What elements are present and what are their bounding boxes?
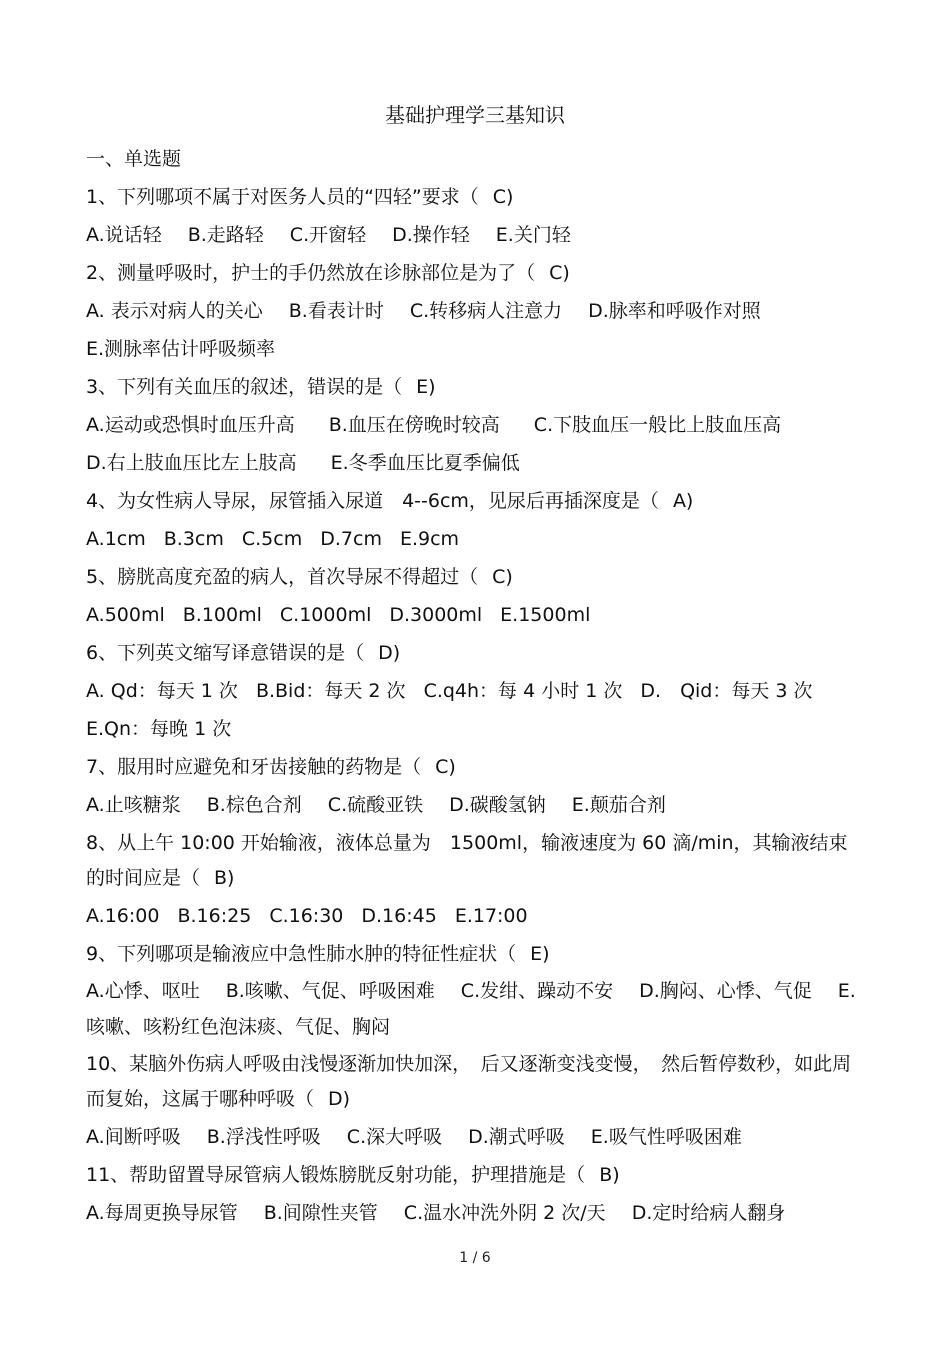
- question-10: [86, 1045, 866, 1118]
- option: D.定时给病人翻身: [631, 1202, 786, 1224]
- options-2-cont: [86, 330, 866, 368]
- question-answer: C): [435, 756, 456, 778]
- option: D.操作轻: [392, 224, 470, 246]
- option: C.5cm: [241, 528, 303, 550]
- question-text: 9、下列哪项是输液应中急性肺水肿的特征性症状（: [86, 943, 517, 965]
- question-6: [86, 634, 866, 672]
- options-11: [86, 1194, 866, 1232]
- question-text: 8、从上午 10:00 开始输液，液体总量为 1500ml，输液速度为 60 滴/min，其输液结束的时间应是（: [86, 832, 848, 889]
- option: D.3000ml: [389, 604, 483, 626]
- question-text: 5、膀胱高度充盈的病人，首次导尿不得超过（: [86, 566, 479, 588]
- question-5: [86, 558, 866, 596]
- question-text: 6、下列英文缩写译意错误的是（: [86, 642, 365, 664]
- option: D.16:45: [361, 905, 437, 927]
- options-7: [86, 786, 866, 824]
- options-6-cont: [86, 710, 866, 748]
- option: E.冬季血压比夏季偏低: [330, 452, 520, 474]
- options-6: [86, 672, 866, 710]
- options-3: [86, 406, 866, 444]
- options-1: [86, 216, 866, 254]
- option: A.说话轻: [86, 224, 162, 246]
- question-text: 10、某脑外伤病人呼吸由浅慢逐渐加快加深， 后又逐渐变浅变慢， 然后暂停数秒，如此周而复始，这属于哪种呼吸（: [86, 1053, 852, 1110]
- option: E.吸气性呼吸困难: [590, 1126, 742, 1148]
- question-text: 7、服用时应避免和牙齿接触的药物是（: [86, 756, 422, 778]
- section-heading: 一、单选题: [86, 148, 182, 170]
- question-answer: C): [492, 186, 514, 208]
- options-2: [86, 292, 866, 330]
- options-9: [86, 973, 866, 1045]
- question-11: [86, 1156, 866, 1194]
- options-3-cont: [86, 444, 866, 482]
- option: B.看表计时: [288, 300, 384, 322]
- question-text: 4、为女性病人导尿，尿管插入尿道 4--6cm，见尿后再插深度是（: [86, 490, 659, 512]
- option: D.碳酸氢钠: [449, 794, 546, 816]
- option: D.7cm: [320, 528, 382, 550]
- option: C.q4h：每 4 小时 1 次: [423, 680, 623, 702]
- question-3: [86, 368, 866, 406]
- option: A.每周更换导尿管: [86, 1202, 238, 1224]
- question-9: [86, 935, 866, 973]
- option: D.右上肢血压比左上肢高: [86, 452, 297, 474]
- page-number: 1 / 6: [459, 1250, 491, 1266]
- option: C.16:30: [269, 905, 344, 927]
- option: E.Qn：每晚 1 次: [86, 718, 232, 740]
- question-8: [86, 824, 866, 897]
- option: A. Qd：每天 1 次: [86, 680, 238, 702]
- option: A.止咳糖浆: [86, 794, 181, 816]
- option: E.咳嗽、咳粉红色泡沫痰、气促、胸闷: [86, 980, 856, 1038]
- option: C.发绀、躁动不安: [460, 980, 614, 1002]
- option: B.3cm: [163, 528, 224, 550]
- question-4: [86, 482, 866, 520]
- option: A. 表示对病人的关心: [86, 300, 263, 322]
- document-title: 基础护理学三基知识: [385, 103, 565, 127]
- option: B.间隙性夹管: [263, 1202, 378, 1224]
- option: B.16:25: [177, 905, 252, 927]
- question-text: 2、测量呼吸时，护士的手仍然放在诊脉部位是为了（: [86, 262, 536, 284]
- question-answer: C): [492, 566, 513, 588]
- option: C.温水冲洗外阴 2 次/天: [403, 1202, 606, 1224]
- option: B.棕色合剂: [206, 794, 302, 816]
- question-text: 1、下列哪项不属于对医务人员的“四轻”要求（: [86, 186, 479, 208]
- question-answer: C): [549, 262, 570, 284]
- option: A.1cm: [86, 528, 146, 550]
- option: B.走路轻: [187, 224, 264, 246]
- question-answer: B): [599, 1164, 620, 1186]
- option: A.16:00: [86, 905, 160, 927]
- options-5: [86, 596, 866, 634]
- options-10: [86, 1118, 866, 1156]
- option: B.浮浅性呼吸: [206, 1126, 321, 1148]
- option: C.1000ml: [279, 604, 372, 626]
- question-text: 11、帮助留置导尿管病人锻炼膀胱反射功能，护理措施是（: [86, 1164, 586, 1186]
- option: E.测脉率估计呼吸频率: [86, 338, 276, 360]
- question-answer: B): [214, 867, 235, 889]
- option: E.颠茄合剂: [571, 794, 666, 816]
- option: A.间断呼吸: [86, 1126, 181, 1148]
- option: E.9cm: [399, 528, 460, 550]
- question-answer: A): [672, 490, 694, 512]
- option: A.心悸、呕吐: [86, 980, 200, 1002]
- option: A.运动或恐惧时血压升高: [86, 414, 295, 436]
- options-4: [86, 520, 866, 558]
- option: C.下肢血压一般比上肢血压高: [533, 414, 782, 436]
- option: C.开窗轻: [289, 224, 367, 246]
- option: E.关门轻: [495, 224, 571, 246]
- option: B.100ml: [182, 604, 262, 626]
- option: C.转移病人注意力: [409, 300, 563, 322]
- option: C.硫酸亚铁: [327, 794, 424, 816]
- options-8: [86, 897, 866, 935]
- question-2: [86, 254, 866, 292]
- option: A.500ml: [86, 604, 165, 626]
- option: B.咳嗽、气促、呼吸困难: [225, 980, 435, 1002]
- option: E.17:00: [454, 905, 528, 927]
- option: E.1500ml: [500, 604, 591, 626]
- option: B.血压在傍晚时较高: [328, 414, 500, 436]
- question-answer: D): [378, 642, 401, 664]
- question-7: [86, 748, 866, 786]
- option: D. Qid：每天 3 次: [640, 680, 813, 702]
- option: D.潮式呼吸: [468, 1126, 565, 1148]
- option: C.深大呼吸: [346, 1126, 443, 1148]
- question-answer: E): [530, 943, 550, 965]
- question-answer: D): [328, 1088, 351, 1110]
- question-text: 3、下列有关血压的叙述，错误的是（: [86, 376, 403, 398]
- option: D.胸闷、心悸、气促: [639, 980, 812, 1002]
- option: D.脉率和呼吸作对照: [588, 300, 761, 322]
- option: B.Bid：每天 2 次: [255, 680, 406, 702]
- question-list: [86, 140, 866, 1232]
- question-answer: E): [416, 376, 436, 398]
- question-1: [86, 178, 866, 216]
